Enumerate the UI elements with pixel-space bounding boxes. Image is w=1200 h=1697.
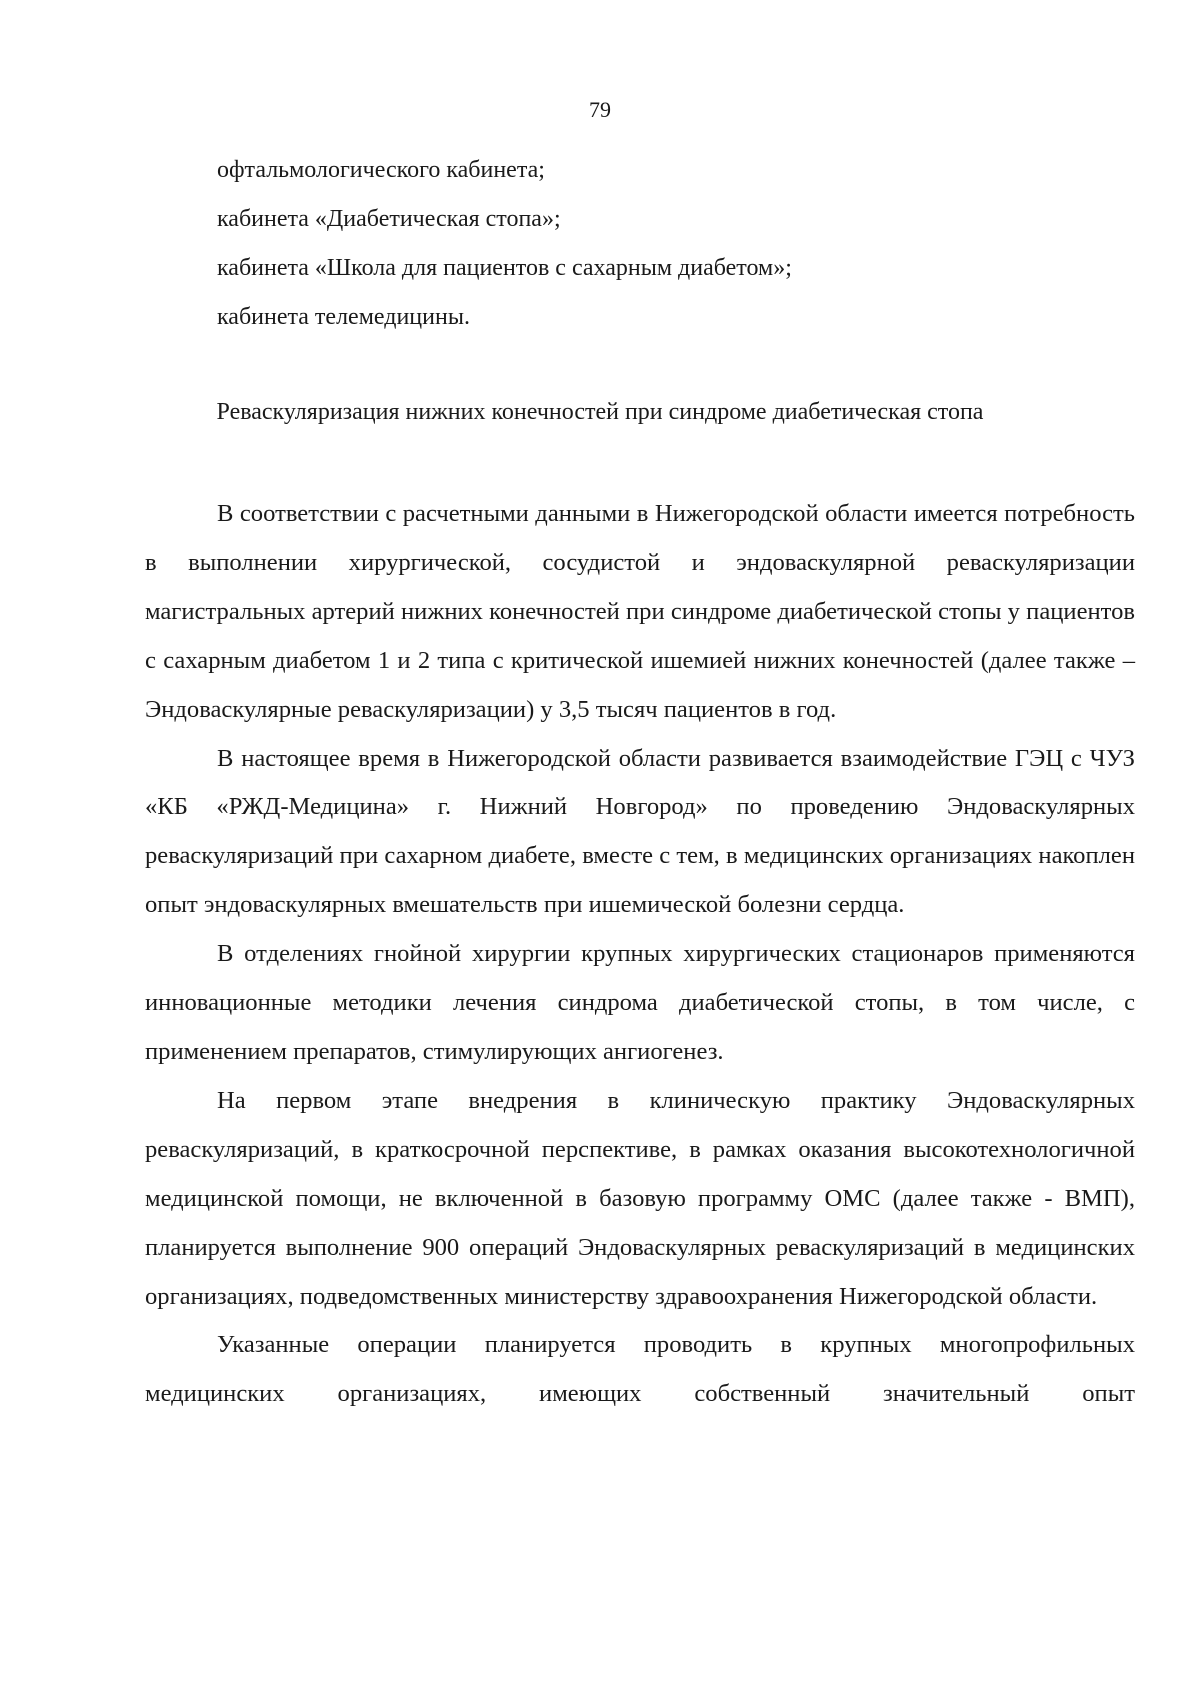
body-text	[145, 490, 1135, 1419]
list-item: офтальмологического кабинета;	[217, 157, 545, 183]
paragraph: В настоящее время в Нижегородской области развивается взаимодействие ГЭЦ с ЧУЗ «КБ «РЖД-Медицина» г. Нижний Новгород» по проведению Эндоваскулярных реваскуляризаций при сахарном диабете, вместе с тем, в медицинских организациях накоплен опыт эндоваскулярных вмешательств при ишемической болезни сердца.	[145, 744, 1135, 919]
paragraph: В отделениях гнойной хирургии крупных хирургических стационаров применяются инновационные методики лечения синдрома диабетической стопы, в том числе, с применением препаратов, стимулирующих ангиогенез.	[145, 940, 1135, 1065]
paragraph: На первом этапе внедрения в клиническую практику Эндоваскулярных реваскуляризаций, в краткосрочной перспективе, в рамках оказания высокотехнологичной медицинской помощи, не включенной в базовую программу ОМС (далее также - ВМП), планируется выполнение 900 операций Эндоваскулярных реваскуляризаций в медицинских организациях, подведомственных министерству здравоохранения Нижегородской области.	[145, 1086, 1135, 1310]
paragraph: В соответствии с расчетными данными в Нижегородской области имеется потребность в выполнении хирургической, сосудистой и эндоваскулярной реваскуляризации магистральных артерий нижних конечностей при синдроме диабетической стопы у пациентов с сахарным диабетом 1 и 2 типа с критической ишемией нижних конечностей (далее также – Эндоваскулярные реваскуляризации) у 3,5 тысяч пациентов в год.	[145, 500, 1135, 723]
cabinet-list	[217, 146, 1117, 342]
list-item: кабинета «Школа для пациентов с сахарным диабетом»;	[217, 255, 792, 281]
page-number: 79	[589, 97, 611, 122]
section-heading: Реваскуляризация нижних конечностей при синдроме диабетическая стопа	[216, 399, 984, 425]
paragraph-continued: Указанные операции планируется проводить в крупных многопрофильных медицинских организациях, имеющих собственный значительный опыт	[145, 1331, 1135, 1408]
list-item: кабинета «Диабетическая стопа»;	[217, 206, 561, 232]
list-item: кабинета телемедицины.	[217, 304, 470, 330]
